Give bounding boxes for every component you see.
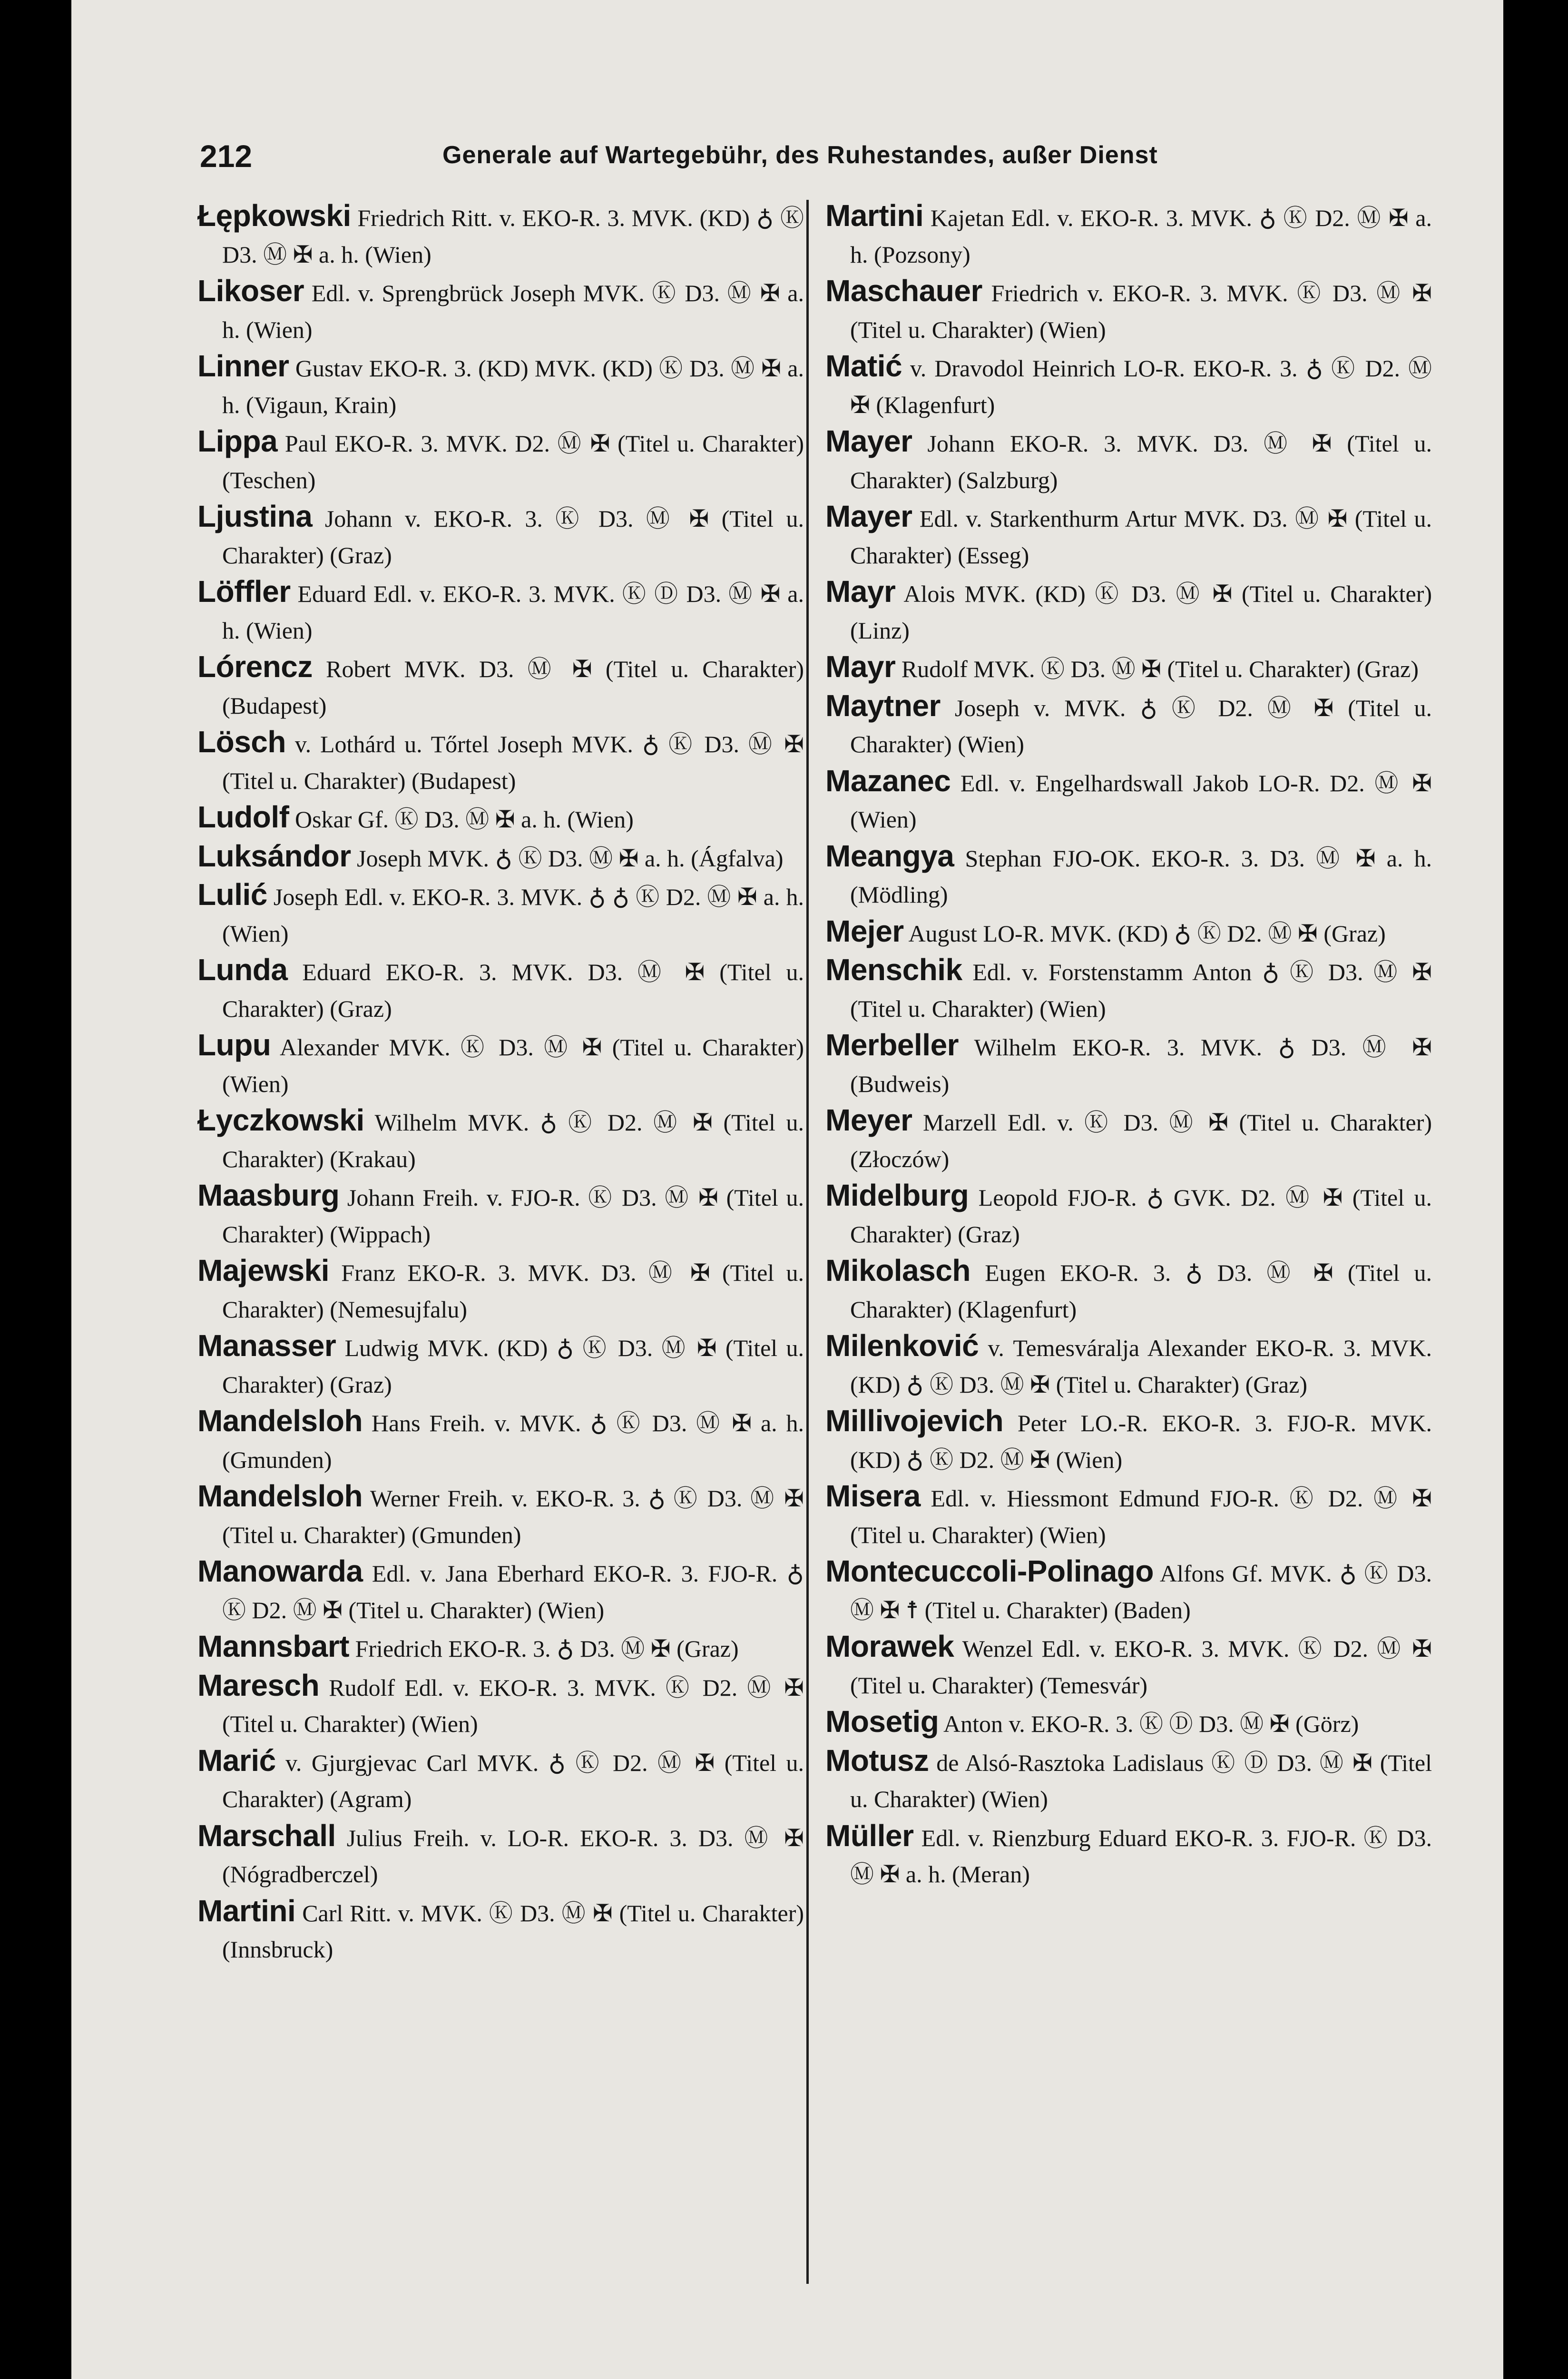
directory-entry <box>197 1177 804 1252</box>
directory-entry <box>197 1252 804 1327</box>
entry-details: Edl. v. Jana Eberhard EKO-R. 3. FJO-R. ♁ Ⓚ D2. Ⓜ ✠ (Titel u. Charakter) (Wien) <box>222 1560 804 1623</box>
left-column <box>197 197 804 2281</box>
directory-entry <box>197 799 804 838</box>
entry-surname: Lösch <box>197 725 286 759</box>
entry-details: Johann v. EKO-R. 3. Ⓚ D3. Ⓜ ✠ (Titel u. Charakter) (Graz) <box>222 505 804 569</box>
directory-entry <box>197 1403 804 1478</box>
directory-entry <box>825 1628 1432 1703</box>
entry-details: Alois MVK. (KD) Ⓚ D3. Ⓜ ✠ (Titel u. Charakter) (Linz) <box>850 580 1432 644</box>
directory-entry <box>197 952 804 1027</box>
entry-surname: Müller <box>825 1818 914 1853</box>
entry-details: Wilhelm EKO-R. 3. MVK. ♁ D3. Ⓜ ✠ (Budweis) <box>850 1034 1432 1097</box>
entry-details: Wilhelm MVK. ♁ Ⓚ D2. Ⓜ ✠ (Titel u. Charakter) (Krakau) <box>222 1109 804 1172</box>
entry-details: Eduard Edl. v. EKO-R. 3. MVK. Ⓚ Ⓓ D3. Ⓜ ✠ a. h. (Wien) <box>222 580 804 644</box>
entry-surname: Marschall <box>197 1818 336 1853</box>
directory-entry <box>825 1252 1432 1327</box>
entry-surname: Łyczkowski <box>197 1103 364 1137</box>
entry-details: Julius Freih. v. LO-R. EKO-R. 3. D3. Ⓜ ✠ (Nógradberczel) <box>222 1824 804 1887</box>
entry-details: Marzell Edl. v. Ⓚ D3. Ⓜ ✠ (Titel u. Charakter) (Złoczów) <box>850 1109 1432 1172</box>
entry-details: Friedrich Ritt. v. EKO-R. 3. MVK. (KD) ♁ Ⓚ D3. Ⓜ ✠ a. h. (Wien) <box>222 205 804 268</box>
entry-surname: Łępkowski <box>197 198 351 233</box>
entry-surname: Mejer <box>825 914 904 948</box>
entry-details: Werner Freih. v. EKO-R. 3. ♁ Ⓚ D3. Ⓜ ✠ (Titel u. Charakter) (Gmunden) <box>222 1485 804 1548</box>
directory-entry <box>197 724 804 799</box>
entry-surname: Meangya <box>825 838 954 873</box>
directory-entry <box>197 197 804 273</box>
directory-entry <box>197 1102 804 1177</box>
entry-details: Friedrich v. EKO-R. 3. MVK. Ⓚ D3. Ⓜ ✠ (Titel u. Charakter) (Wien) <box>850 280 1432 343</box>
entry-surname: Lórencz <box>197 649 313 684</box>
entry-surname: Ljustina <box>197 499 313 533</box>
entry-details: Rudolf Edl. v. EKO-R. 3. MVK. Ⓚ D2. Ⓜ ✠ (Titel u. Charakter) (Wien) <box>222 1674 804 1737</box>
entry-surname: Merbeller <box>825 1028 959 1062</box>
directory-entry <box>825 913 1432 952</box>
entry-details: v. Lothárd u. Tőrtel Joseph MVK. ♁ Ⓚ D3. Ⓜ ✠ (Titel u. Charakter) (Budapest) <box>222 731 804 794</box>
entry-details: Edl. v. Sprengbrück Joseph MVK. Ⓚ D3. Ⓜ ✠ a. h. (Wien) <box>222 280 804 343</box>
entry-details: Carl Ritt. v. MVK. Ⓚ D3. Ⓜ ✠ (Titel u. Charakter) (Innsbruck) <box>222 1899 804 1963</box>
directory-entry <box>197 573 804 649</box>
entry-surname: Lulić <box>197 877 267 912</box>
entry-details: Edl. v. Hiessmont Edmund FJO-R. Ⓚ D2. Ⓜ ✠ (Titel u. Charakter) (Wien) <box>850 1485 1432 1548</box>
entry-details: Robert MVK. D3. Ⓜ ✠ (Titel u. Charakter) (Budapest) <box>222 656 804 719</box>
entry-surname: Misera <box>825 1479 921 1513</box>
entry-details: Alfons Gf. MVK. ♁ Ⓚ D3. Ⓜ ✠ ☨ (Titel u. Charakter) (Baden) <box>850 1560 1432 1623</box>
entry-surname: Mazanec <box>825 763 951 798</box>
page-header <box>200 138 1375 176</box>
entry-details: Johann Freih. v. FJO-R. Ⓚ D3. Ⓜ ✠ (Titel u. Charakter) (Wippach) <box>222 1184 804 1248</box>
entry-surname: Meyer <box>825 1103 912 1137</box>
entry-surname: Matić <box>825 349 902 383</box>
entry-details: v. Temesváralja Alexander EKO-R. 3. MVK. (KD) ♁ Ⓚ D3. Ⓜ ✠ (Titel u. Charakter) (Graz) <box>850 1335 1432 1398</box>
entry-details: Gustav EKO-R. 3. (KD) MVK. (KD) Ⓚ D3. Ⓜ ✠ a. h. (Vigaun, Krain) <box>222 355 804 418</box>
entry-surname: Mayr <box>825 649 896 684</box>
entry-details: Leopold FJO-R. ♁ GVK. D2. Ⓜ ✠ (Titel u. Charakter) (Graz) <box>850 1184 1432 1248</box>
entry-surname: Mayer <box>825 499 912 533</box>
entry-surname: Motusz <box>825 1743 929 1778</box>
entry-surname: Menschik <box>825 953 962 987</box>
entry-details: Anton v. EKO-R. 3. Ⓚ Ⓓ D3. Ⓜ ✠ (Görz) <box>943 1711 1359 1737</box>
entry-details: Kajetan Edl. v. EKO-R. 3. MVK. ♁ Ⓚ D2. Ⓜ ✠ a. h. (Pozsony) <box>850 205 1432 268</box>
entry-surname: Morawek <box>825 1629 954 1663</box>
entry-details: Joseph MVK. ♁ Ⓚ D3. Ⓜ ✠ a. h. (Ágfalva) <box>357 845 784 872</box>
entry-surname: Lippa <box>197 424 278 458</box>
directory-entry <box>825 952 1432 1027</box>
entry-details: Eduard EKO-R. 3. MVK. D3. Ⓜ ✠ (Titel u. Charakter) (Graz) <box>222 959 804 1022</box>
entry-surname: Mayr <box>825 574 896 609</box>
directory-entry <box>825 273 1432 348</box>
directory-entry <box>197 1478 804 1553</box>
entry-surname: Mikolasch <box>825 1253 970 1288</box>
entry-surname: Maschauer <box>825 274 982 308</box>
entry-details: Franz EKO-R. 3. MVK. D3. Ⓜ ✠ (Titel u. Charakter) (Nemesujfalu) <box>222 1259 804 1323</box>
directory-entry <box>197 1027 804 1102</box>
entry-details: v. Dravodol Heinrich LO-R. EKO-R. 3. ♁ Ⓚ D2. Ⓜ ✠ (Klagenfurt) <box>850 355 1432 418</box>
entry-details: Ludwig MVK. (KD) ♁ Ⓚ D3. Ⓜ ✠ (Titel u. Charakter) (Graz) <box>222 1335 804 1398</box>
directory-entry <box>825 1818 1432 1893</box>
entry-surname: Mayer <box>825 424 912 458</box>
directory-entry <box>197 423 804 498</box>
directory-entry <box>197 273 804 348</box>
directory-entry <box>825 838 1432 913</box>
entry-surname: Mandelsloh <box>197 1404 363 1438</box>
directory-entry <box>825 573 1432 649</box>
entry-details: Rudolf MVK. Ⓚ D3. Ⓜ ✠ (Titel u. Charakter) (Graz) <box>901 656 1419 682</box>
book-page <box>71 0 1503 2379</box>
column-divider-rule <box>806 200 809 2284</box>
entry-surname: Mosetig <box>825 1704 939 1739</box>
entry-surname: Ludolf <box>197 800 289 834</box>
directory-entry <box>825 688 1432 763</box>
directory-entry <box>825 1478 1432 1553</box>
entry-surname: Mandelsloh <box>197 1479 363 1513</box>
directory-entry <box>825 423 1432 498</box>
entry-surname: Midelburg <box>825 1178 969 1212</box>
directory-entry <box>197 348 804 423</box>
entry-surname: Lunda <box>197 953 288 987</box>
entry-details: Joseph Edl. v. EKO-R. 3. MVK. ♁ ♁ Ⓚ D2. Ⓜ ✠ a. h. (Wien) <box>222 884 804 947</box>
directory-entry <box>825 348 1432 423</box>
entry-details: Joseph v. MVK. ♁ Ⓚ D2. Ⓜ ✠ (Titel u. Charakter) (Wien) <box>850 694 1432 757</box>
directory-entry <box>825 1102 1432 1177</box>
entry-surname: Luksándor <box>197 838 351 873</box>
right-column <box>825 197 1432 2281</box>
entry-details: Eugen EKO-R. 3. ♁ D3. Ⓜ ✠ (Titel u. Charakter) (Klagenfurt) <box>850 1259 1432 1323</box>
entry-details: Edl. v. Forstenstamm Anton ♁ Ⓚ D3. Ⓜ ✠ (Titel u. Charakter) (Wien) <box>850 959 1432 1022</box>
directory-entry <box>825 649 1432 688</box>
entry-details: Paul EKO-R. 3. MVK. D2. Ⓜ ✠ (Titel u. Charakter) (Teschen) <box>222 430 804 493</box>
directory-entry <box>825 1742 1432 1818</box>
directory-entry <box>197 876 804 952</box>
entry-details: Hans Freih. v. MVK. ♁ Ⓚ D3. Ⓜ ✠ a. h. (Gmunden) <box>222 1410 804 1473</box>
entry-surname: Milenković <box>825 1328 979 1363</box>
entry-details: Wenzel Edl. v. EKO-R. 3. MVK. Ⓚ D2. Ⓜ ✠ (Titel u. Charakter) (Temesvár) <box>850 1635 1432 1699</box>
entry-surname: Likoser <box>197 274 304 308</box>
directory-entry <box>197 1742 804 1818</box>
entry-details: August LO-R. MVK. (KD) ♁ Ⓚ D2. Ⓜ ✠ (Graz) <box>908 920 1386 947</box>
entry-details: Friedrich EKO-R. 3. ♁ D3. Ⓜ ✠ (Graz) <box>355 1635 739 1662</box>
entry-surname: Mannsbart <box>197 1629 350 1663</box>
entry-surname: Löffler <box>197 574 291 609</box>
entry-surname: Lupu <box>197 1028 271 1062</box>
entry-details: Alexander MVK. Ⓚ D3. Ⓜ ✠ (Titel u. Charakter) (Wien) <box>222 1034 804 1097</box>
directory-entry <box>197 1893 804 1968</box>
entry-details: Edl. v. Rienzburg Eduard EKO-R. 3. FJO-R. Ⓚ D3. Ⓜ ✠ a. h. (Meran) <box>850 1824 1432 1887</box>
directory-entry <box>197 1818 804 1893</box>
directory-entry <box>197 498 804 573</box>
directory-entry <box>825 1403 1432 1478</box>
entry-details: de Alsó-Rasztoka Ladislaus Ⓚ Ⓓ D3. Ⓜ ✠ (Titel u. Charakter) (Wien) <box>850 1749 1432 1812</box>
entry-details: Oskar Gf. Ⓚ D3. Ⓜ ✠ a. h. (Wien) <box>294 806 634 833</box>
entry-surname: Millivojevich <box>825 1404 1004 1438</box>
directory-entry <box>197 1667 804 1742</box>
entry-surname: Martini <box>825 198 924 233</box>
directory-entry <box>825 763 1432 838</box>
directory-entry <box>197 838 804 877</box>
directory-entry <box>825 498 1432 573</box>
directory-entry <box>197 649 804 724</box>
entry-surname: Linner <box>197 349 289 383</box>
directory-entry <box>197 1628 804 1667</box>
entry-details: Edl. v. Engelhardswall Jakob LO-R. D2. Ⓜ ✠ (Wien) <box>850 769 1432 833</box>
directory-entry <box>197 1553 804 1628</box>
page-number: 212 <box>200 138 253 174</box>
entry-surname: Manasser <box>197 1328 336 1363</box>
running-title: Generale auf Wartegebühr, des Ruhestandes, außer Dienst <box>442 141 1158 169</box>
directory-entry <box>825 1027 1432 1102</box>
directory-entry <box>825 1327 1432 1403</box>
entry-surname: Majewski <box>197 1253 330 1288</box>
entry-surname: Maasburg <box>197 1178 340 1212</box>
directory-entry <box>197 1327 804 1403</box>
entry-details: Johann EKO-R. 3. MVK. D3. Ⓜ ✠ (Titel u. Charakter) (Salzburg) <box>850 430 1432 493</box>
entry-surname: Montecuccoli-Polinago <box>825 1554 1154 1588</box>
entry-details: Edl. v. Starkenthurm Artur MVK. D3. Ⓜ ✠ (Titel u. Charakter) (Esseg) <box>850 505 1432 569</box>
entry-surname: Martini <box>197 1893 296 1928</box>
entry-details: Stephan FJO-OK. EKO-R. 3. D3. Ⓜ ✠ a. h. (Mödling) <box>850 845 1432 908</box>
entry-surname: Maresch <box>197 1668 320 1702</box>
directory-entry <box>825 197 1432 273</box>
directory-entry <box>825 1553 1432 1628</box>
entry-surname: Maytner <box>825 688 941 723</box>
entry-surname: Manowarda <box>197 1554 363 1588</box>
directory-entry <box>825 1177 1432 1252</box>
entry-surname: Marić <box>197 1743 276 1778</box>
directory-entry <box>825 1703 1432 1742</box>
entry-details: v. Gjurgjevac Carl MVK. ♁ Ⓚ D2. Ⓜ ✠ (Titel u. Charakter) (Agram) <box>222 1749 804 1812</box>
entry-details: Peter LO.-R. EKO-R. 3. FJO-R. MVK. (KD) ♁ Ⓚ D2. Ⓜ ✠ (Wien) <box>850 1410 1432 1473</box>
